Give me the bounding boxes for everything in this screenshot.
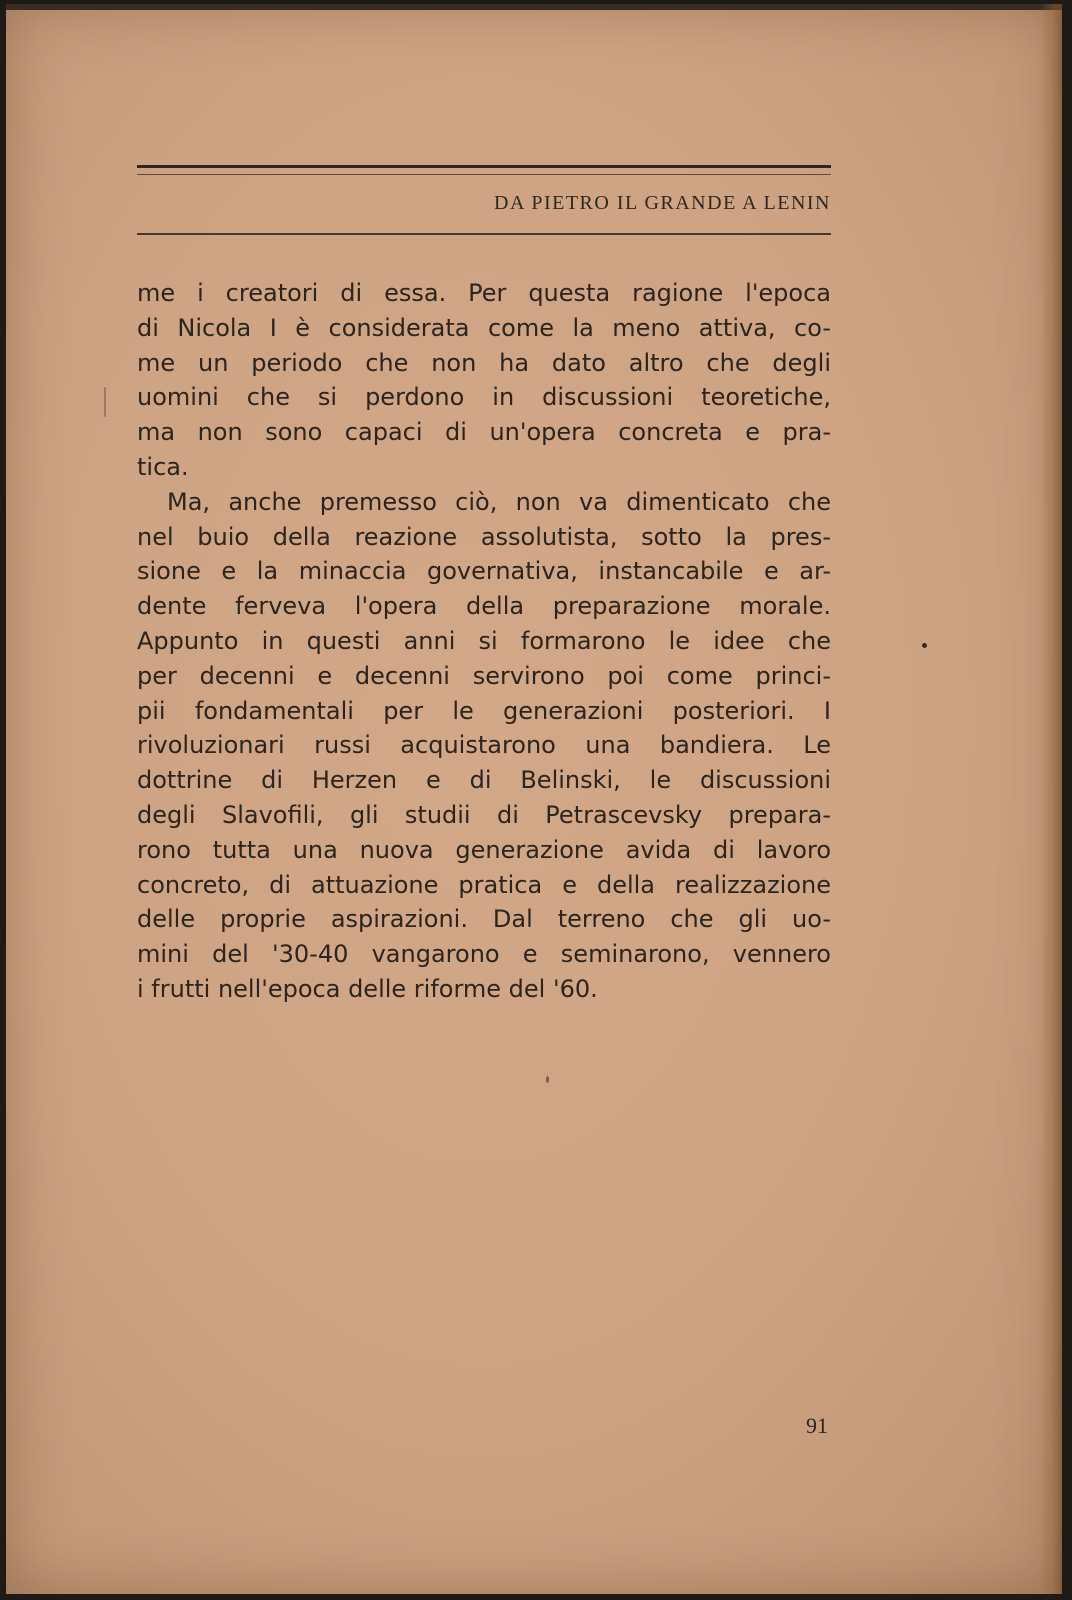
text-line: uomini che si perdono in discussioni teoretiche, bbox=[137, 383, 831, 412]
text-line: per decenni e decenni servirono poi come princi- bbox=[137, 661, 831, 690]
running-head: DA PIETRO IL GRANDE A LENIN bbox=[494, 192, 831, 214]
text-line: concreto, di attuazione pratica e della realizzazione bbox=[137, 870, 831, 899]
text-line: rivoluzionari russi acquistarono una bandiera. Le bbox=[137, 731, 831, 760]
header-rule-top-thin bbox=[137, 174, 831, 175]
text-line: tica. bbox=[137, 452, 189, 481]
header-rule-bottom bbox=[137, 233, 831, 235]
text-line: ma non sono capaci di un'opera concreta e pra- bbox=[137, 418, 831, 447]
paper-speck bbox=[922, 643, 927, 648]
page-right-edge bbox=[1040, 4, 1062, 1594]
page-top-edge bbox=[6, 4, 1062, 10]
text-line: mini del '30-40 vangarono e seminarono, vennero bbox=[137, 940, 831, 969]
text-line: nel buio della reazione assolutista, sotto la pres- bbox=[137, 522, 831, 551]
text-line: Ma, anche premesso ciò, non va dimenticato che bbox=[167, 487, 831, 516]
text-line: degli Slavofili, gli studii di Petrascevsky prepara- bbox=[137, 800, 831, 829]
text-line: delle proprie aspirazioni. Dal terreno che gli uo- bbox=[137, 905, 831, 934]
paper-speck bbox=[104, 387, 106, 417]
text-line: dottrine di Herzen e di Belinski, le discussioni bbox=[137, 766, 831, 795]
text-line: me i creatori di essa. Per questa ragione l'epoca bbox=[137, 279, 831, 307]
text-line: dente ferveva l'opera della preparazione morale. bbox=[137, 592, 831, 621]
text-line: rono tutta una nuova generazione avida di lavoro bbox=[137, 835, 831, 864]
text-line: i frutti nell'epoca delle riforme del '60. bbox=[137, 974, 598, 1003]
text-line: sione e la minaccia governativa, instancabile e ar- bbox=[137, 557, 831, 586]
text-line: Appunto in questi anni si formarono le idee che bbox=[137, 626, 831, 655]
page-number: 91 bbox=[806, 1413, 828, 1438]
text-line: me un periodo che non ha dato altro che degli bbox=[137, 348, 831, 377]
text-line: pii fondamentali per le generazioni posteriori. I bbox=[137, 696, 831, 725]
header-rule-top bbox=[137, 165, 831, 168]
body-text bbox=[137, 276, 831, 1007]
text-line: di Nicola I è considerata come la meno attiva, co- bbox=[137, 313, 831, 342]
book-page bbox=[6, 4, 1062, 1594]
paper-speck bbox=[546, 1076, 549, 1083]
